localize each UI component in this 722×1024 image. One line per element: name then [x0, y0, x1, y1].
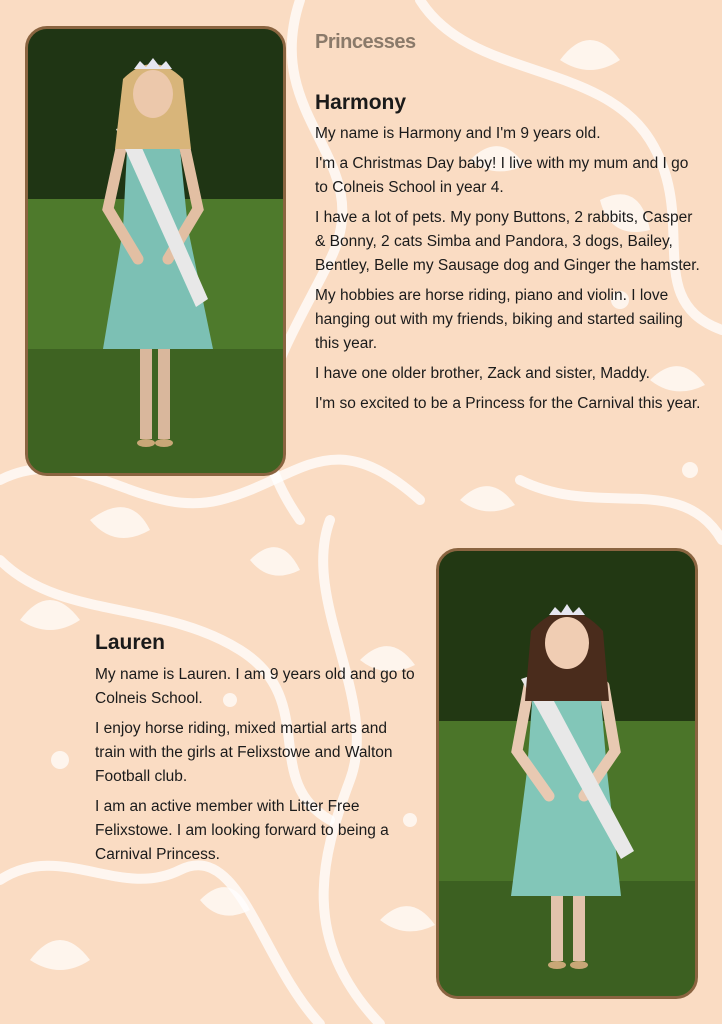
harmony-name: Harmony	[315, 91, 407, 114]
harmony-paragraph: I have a lot of pets. My pony Buttons, 2 rabbits, Casper & Bonny, 2 cats Simba and Pandora, 3 dogs, Bailey, Bentley, Belle my Sausage dog and Ginger the hamster.	[315, 209, 700, 274]
harmony-photo	[25, 26, 286, 476]
section-title: Princesses	[315, 31, 416, 53]
harmony-bio	[315, 122, 705, 422]
harmony-paragraph: I'm a Christmas Day baby! I live with my mum and I go to Colneis School in year 4.	[315, 155, 689, 196]
lauren-paragraph: I am an active member with Litter Free Felixstowe. I am looking forward to being a Carnival Princess.	[95, 798, 389, 863]
lauren-paragraph: I enjoy horse riding, mixed martial arts and train with the girls at Felixstowe and Walton Football club.	[95, 720, 393, 785]
harmony-paragraph: My hobbies are horse riding, piano and violin. I love hanging out with my friends, biking and started sailing this year.	[315, 287, 683, 352]
lauren-name: Lauren	[95, 631, 166, 654]
harmony-paragraph: I have one older brother, Zack and sister, Maddy.	[315, 365, 650, 382]
lauren-bio	[95, 663, 415, 873]
lauren-paragraph: My name is Lauren. I am 9 years old and go to Colneis School.	[95, 666, 415, 707]
lauren-photo	[436, 548, 698, 999]
harmony-paragraph: I'm so excited to be a Princess for the Carnival this year.	[315, 395, 701, 412]
harmony-paragraph: My name is Harmony and I'm 9 years old.	[315, 125, 601, 142]
